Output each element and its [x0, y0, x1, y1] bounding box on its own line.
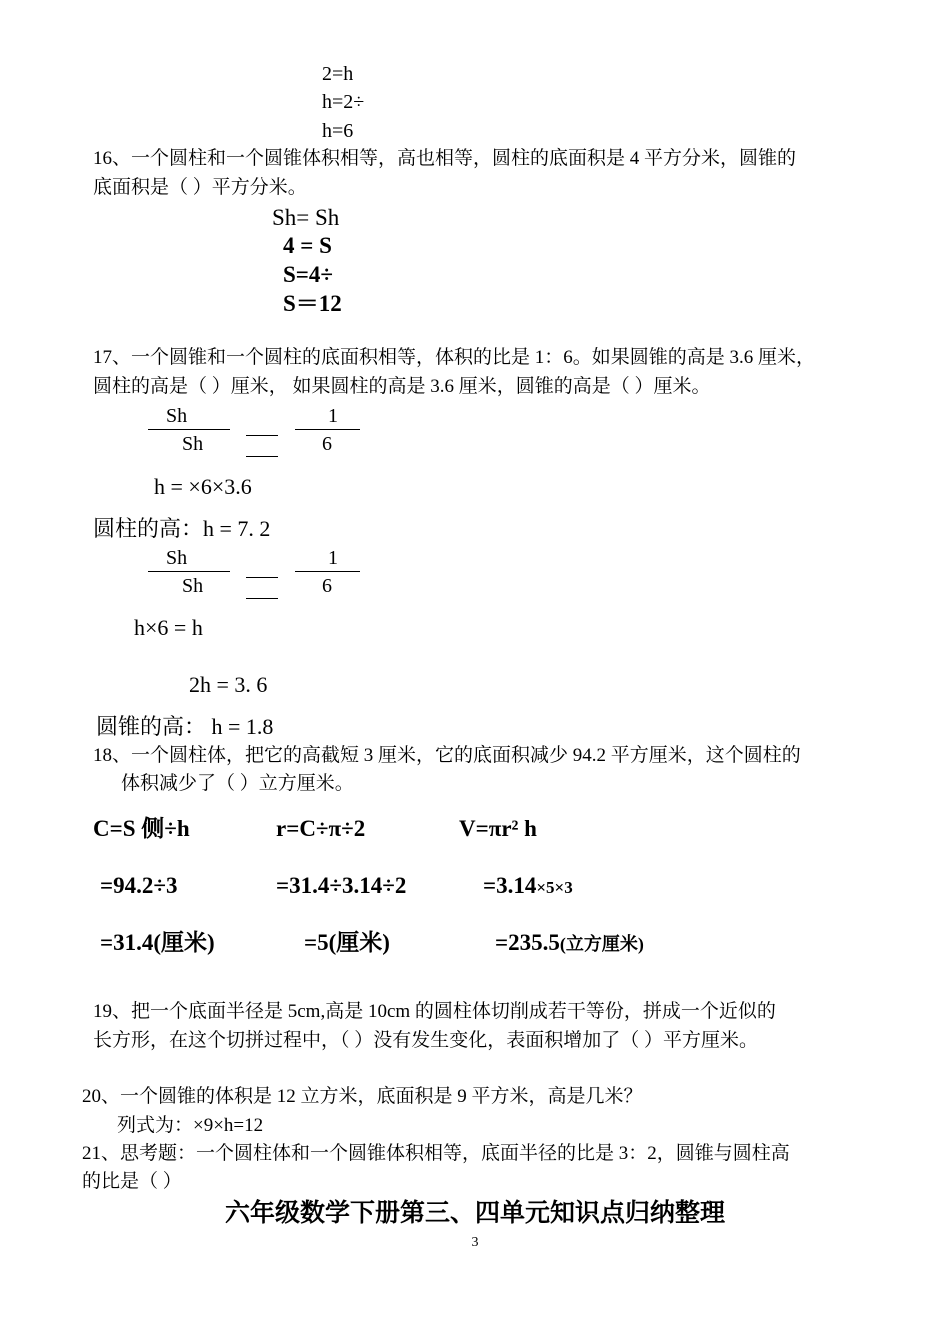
equals-sign-bottom: [246, 456, 278, 457]
q16-work-line-1: Sh= Sh: [272, 205, 340, 230]
q18-col1-line-3: =31.4(厘米): [100, 930, 215, 955]
q18-col2-line-2: =31.4÷3.14÷2: [276, 873, 407, 898]
section-heading: 六年级数学下册第三、四单元知识点归纳整理: [224, 1198, 725, 1227]
fraction-1-numerator: Sh: [166, 405, 188, 427]
q18-col2-line-3: =5(厘米): [304, 930, 390, 955]
q17-result-cone-height: 圆锥的高： h = 1.8: [96, 714, 274, 739]
ratio-2-bar: [295, 571, 360, 572]
q18-col2-line-1: r=C÷π÷2: [276, 816, 366, 841]
q18-col3-line-1: V=πr² h: [459, 816, 537, 841]
q21-text-line-2: 的比是（ ）: [82, 1171, 182, 1192]
q19-text-line-2: 长方形，在这个切拼过程中，（ ）没有发生变化，表面积增加了（ ）平方厘米。: [93, 1030, 759, 1051]
q18-col1-line-1: C=S 侧÷h: [93, 816, 190, 841]
q19-text-line-1: 19、把一个底面半径是 5cm,高是 10cm 的圆柱体切削成若干等份，拼成一个近似的: [93, 1001, 776, 1022]
q17-equation-2: h×6 = h: [134, 615, 203, 640]
q18-col3-line-3: =235.5(立方厘米): [495, 930, 644, 955]
equals-sign-top: [246, 435, 278, 436]
equals-sign-2-bottom: [246, 598, 278, 599]
q18-col3-line-2: =3.14×5×3: [483, 873, 573, 898]
ratio-2-numerator: 1: [328, 547, 338, 569]
fraction-2-numerator: Sh: [166, 547, 188, 569]
ratio-1-numerator: 1: [328, 405, 338, 427]
q16-work-line-2: 4 = S: [283, 233, 332, 258]
page-number: 3: [471, 1235, 479, 1250]
q16-text-line-1: 16、一个圆柱和一个圆锥体积相等，高也相等，圆柱的底面积是 4 平方分米，圆锥的: [93, 148, 797, 169]
ratio-2-denominator: 6: [322, 575, 332, 597]
q17-text-line-2: 圆柱的高是（ ）厘米， 如果圆柱的高是 3.6 厘米，圆锥的高是（ ）厘米。: [93, 376, 711, 397]
q16-work-line-4: S＝12: [283, 291, 342, 316]
q17-text-line-1: 17、一个圆锥和一个圆柱的底面积相等，体积的比是 1：6。如果圆锥的高是 3.6 厘米，: [93, 347, 816, 368]
q20-text-line-2: 列式为：×9×h=12: [117, 1115, 264, 1136]
ratio-1-denominator: 6: [322, 433, 332, 455]
q18-text-line-2: 体积减少了（ ）立方厘米。: [121, 773, 354, 794]
q17-equation-3: 2h = 3. 6: [189, 672, 268, 697]
equals-sign-2-top: [246, 577, 278, 578]
q17-equation-1: h = ×6×3.6: [154, 474, 252, 499]
q18-col1-line-2: =94.2÷3: [100, 873, 178, 898]
q21-text-line-1: 21、思考题：一个圆柱体和一个圆锥体积相等，底面半径的比是 3：2，圆锥与圆柱高: [82, 1143, 790, 1164]
q15-line-1: 2=h: [322, 63, 354, 85]
fraction-1-bar: [148, 429, 230, 430]
fraction-2-bar: [148, 571, 230, 572]
q15-line-2: h=2÷: [322, 91, 365, 113]
q16-text-line-2: 底面积是（ ）平方分米。: [93, 177, 307, 198]
q15-line-3: h=6: [322, 120, 354, 142]
ratio-1-bar: [295, 429, 360, 430]
q18-text-line-1: 18、一个圆柱体，把它的高截短 3 厘米，它的底面积减少 94.2 平方厘米，这个圆柱的: [93, 745, 801, 766]
q17-result-cylinder-height: 圆柱的高：h = 7. 2: [93, 516, 271, 541]
fraction-1-denominator: Sh: [182, 433, 204, 455]
q16-work-line-3: S=4÷: [283, 262, 334, 287]
q20-text-line-1: 20、一个圆锥的体积是 12 立方米，底面积是 9 平方米，高是几米？: [82, 1086, 643, 1107]
fraction-2-denominator: Sh: [182, 575, 204, 597]
